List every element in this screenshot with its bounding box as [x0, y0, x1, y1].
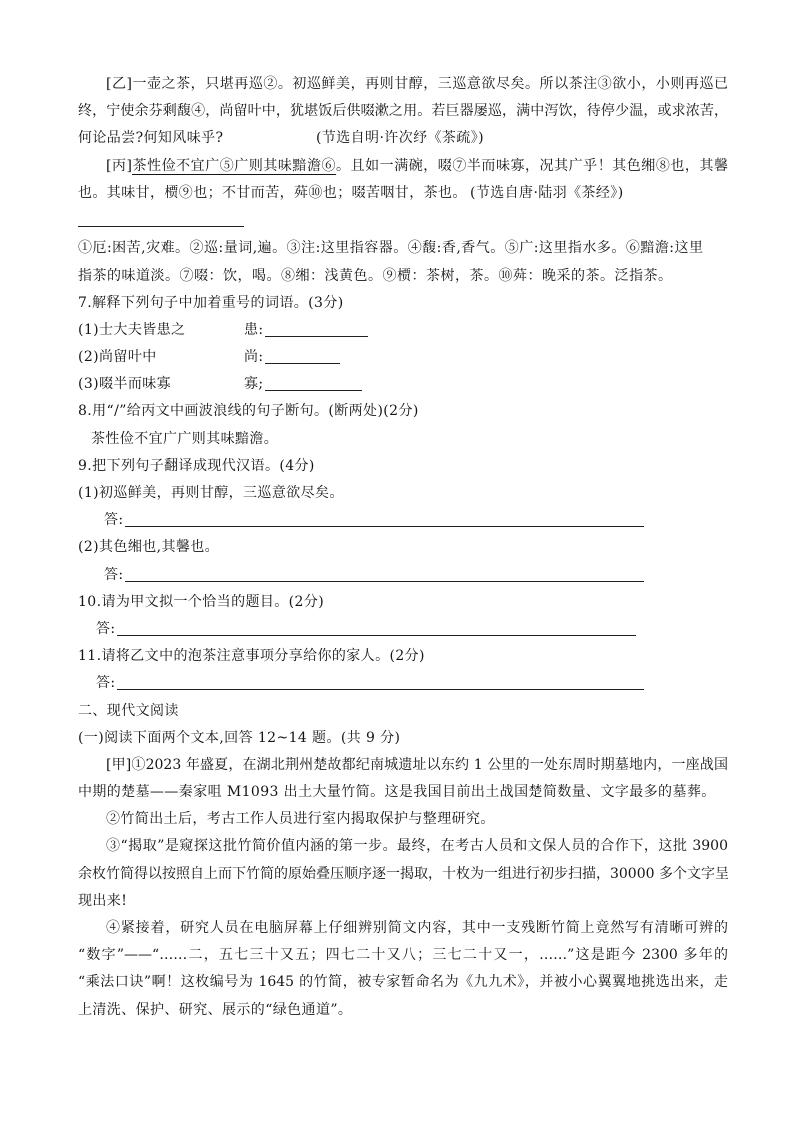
q7-item-2	[78, 344, 728, 371]
q7-word-label: 患:	[244, 321, 264, 338]
passage-bing-label: [丙]	[106, 157, 132, 174]
answer-blank	[117, 689, 644, 690]
passage-jia-line: “乘法口诀”啊！这枚编号为 1645 的竹简，被专家暂命名为《九九术》，并被小心翼翼地挑选出来，走	[78, 974, 728, 991]
q9-item-2: (2)其色缃也,其馨也。	[78, 539, 220, 556]
q10-answer-line	[78, 616, 728, 643]
q7-item-sentence: (3)啜半而味寡	[78, 376, 172, 393]
footnote-separator	[78, 226, 244, 227]
q8-sentence: 茶性俭不宜广广则其味黯澹。	[91, 430, 279, 447]
q7-item-1	[78, 317, 728, 344]
answer-blank	[265, 390, 362, 391]
answer-blank	[125, 526, 644, 527]
wavy-underlined-sentence: 茶性俭不宜广⑤广则其味黯澹⑥	[132, 157, 337, 174]
q7-item-answer	[244, 344, 340, 371]
answer-label: 答:	[104, 512, 124, 529]
passage-jia-line: “数字”——“……二，五七三十又五；四七二十又八；三七二十又一，……”这是距今 2300 多年的	[78, 947, 728, 964]
q7-item-answer	[244, 317, 368, 344]
q9-answer-line-2	[78, 562, 728, 589]
answer-label: 答:	[104, 566, 124, 583]
passage-bing-text: 。且如一满碗，啜⑦半而味寡，况其广乎！其色缃⑧也，其馨	[336, 157, 728, 174]
section-subheading: (一)阅读下面两个文本,回答 12~14 题。(共 9 分)	[78, 729, 401, 746]
footnote-line-2: 指茶的味道淡。⑦啜：饮，喝。⑧缃：浅黄色。⑨槚：茶树，茶。⑩荈：晚采的茶。泛指茶。	[78, 267, 672, 284]
passage-yi-line-2: 终，宁使余芬剩馥④，尚留叶中，犹堪饭后供啜漱之用。若巨器屡巡，满中泻饮，待停少温，或求浓苦，	[78, 103, 728, 120]
answer-row	[96, 670, 644, 697]
passage-bing-text: 也。其味甘，槚⑨也；不甘而苦，荈⑩也；啜苦咽甘，茶也。	[78, 184, 467, 201]
q9-stem: 9.把下列句子翻译成现代汉语。(4分)	[78, 457, 315, 474]
q7-word-label: 寡;	[244, 376, 264, 393]
passage-yi-line-3	[78, 125, 728, 152]
q9-answer-line-1	[78, 507, 728, 534]
q7-item-sentence: (1)士大夫皆患之	[78, 321, 186, 338]
passage-jia-line: ②竹简出土后，考古工作人员进行室内揭取保护与整理研究。	[106, 811, 495, 828]
passage-bing-source: (节选自唐·陆羽《茶经》)	[470, 184, 624, 201]
answer-blank	[265, 363, 340, 364]
answer-row	[104, 562, 644, 589]
passage-bing-line-2	[78, 180, 728, 207]
passage-bing-line-1	[78, 153, 728, 180]
passage-yi-text: 何论品尝?何知风味乎?	[78, 130, 224, 147]
q10-stem: 10.请为甲文拟一个恰当的题目。(2分)	[78, 593, 325, 610]
passage-jia-line: [甲]①2023 年盛夏，在湖北荆州楚故都纪南城遗址以东约 1 公里的一处东周时期墓地内，一座战国	[106, 756, 728, 773]
passage-yi-line-1: [乙]一壶之茶，只堪再巡②。初巡鲜美，再则甘醇，三巡意欲尽矣。所以茶注③欲小，小则再巡已	[106, 76, 728, 92]
q8-stem: 8.用“/”给丙文中画波浪线的句子断句。(断两处)(2分)	[78, 403, 419, 420]
answer-blank	[265, 336, 368, 337]
answer-row	[96, 616, 636, 643]
passage-yi-source: (节选自明·许次纾《茶疏》)	[316, 130, 484, 147]
q7-stem: 7.解释下列句子中加着重号的词语。(3分)	[78, 294, 344, 311]
exam-page	[78, 71, 728, 1024]
passage-jia-line: 上清洗、保护、研究、展示的“绿色通道”。	[78, 1001, 353, 1018]
answer-blank	[117, 635, 636, 636]
passage-jia-line: ④紧接着，研究人员在电脑屏幕上仔细辨别简文内容，其中一支残断竹简上竟然写有清晰可辨的	[106, 920, 728, 937]
passage-jia-line: 现出来!	[78, 892, 128, 909]
q7-item-sentence: (2)尚留叶中	[78, 349, 157, 366]
answer-blank	[125, 581, 644, 582]
passage-jia-line: 中期的楚墓——秦家咀 M1093 出土大量竹简。这是我国目前出土战国楚简数量、文字最多的墓葬。	[78, 784, 716, 801]
q7-word-label: 尚:	[244, 349, 264, 366]
answer-row	[104, 507, 644, 534]
q11-stem: 11.请将乙文中的泡茶注意事项分享给你的家人。(2分)	[78, 648, 425, 665]
answer-label: 答:	[96, 675, 116, 692]
section-heading: 二、现代文阅读	[78, 702, 179, 719]
q7-item-answer	[244, 371, 362, 398]
passage-jia-line: ③“揭取”是窥探这批竹简价值内涵的第一步。最终，在考古人员和文保人员的合作下，这批 3900	[106, 838, 728, 855]
q9-item-1: (1)初巡鲜美，再则甘醇，三巡意欲尽矣。	[78, 485, 344, 502]
q11-answer-line	[78, 670, 728, 697]
q7-item-3	[78, 371, 728, 398]
passage-jia-line: 余枚竹简得以按照自上而下竹简的原始叠压顺序逐一揭取，十枚为一组进行初步扫描，30000 多个文字呈	[78, 865, 729, 882]
footnote-line-1: ①厄:困苦,灾难。②巡:量词,遍。③注:这里指容器。④馥:香,香气。⑤广:这里指水多。⑥黯澹:这里	[78, 240, 703, 257]
answer-label: 答:	[96, 620, 116, 637]
